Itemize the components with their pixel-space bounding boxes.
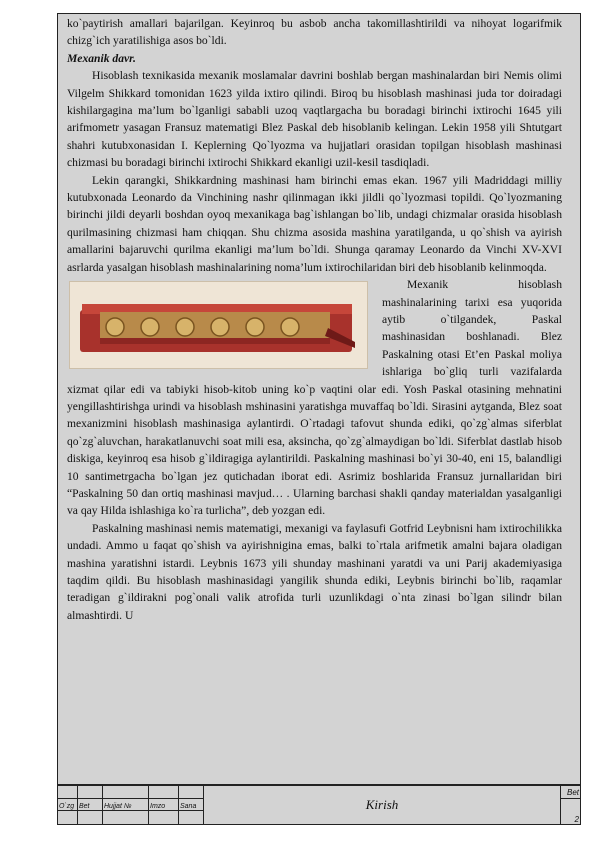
stamp-col-izm: O`zg bbox=[58, 799, 78, 811]
paragraph: Hisoblash texnikasida mexanik moslamalar davrini boshlab bergan mashinalardan biri Nemis olimi Vilgelm Shikkard tomonidan 1623 yilda ixtiro qilindi. Biroq bu hisoblash mashinasi juda tor doiradagi kishilargagina ma’lum bo`lganligi sababli uzoq vaqtlargacha bu boradagi birinchi ixtirochi 1645 yili arifmometr yasagan Fransuz matematigi Blez Paskal deb hisoblanib kelingan. Lekin 1958 yili Shtutgart shahri kutubxonasidan I. Keplerning Qo`lyozma va hujjatlari orasidan topilgan hisoblash mashinasi chizmasi bu boradagi birinchi ixtirochi Shikkard ekanligi uzil-kesil tasdiqladi. bbox=[67, 69, 562, 170]
pascal-machine-illustration bbox=[70, 282, 367, 368]
paragraph bbox=[67, 276, 562, 520]
page-label: Bet bbox=[561, 786, 581, 799]
paragraph: Lekin qarangki, Shikkardning mashinasi ham birinchi emas ekan. 1967 yili Madriddagi milliy kutubxonada Leonardo da Vinchining nashr qilinmagan ikki jildli qo`lyozmasi topildi. Qo`lyozmaning birinchi jildi deyarli boshdan oyoq mexanikaga bag`ishlangan bo`lib, undagi chizmalar orasida hisoblash qurilmasining chizmasi ham chiqqan. Shu chizma asosida mashina yaratilganda, u qo`shish va ayirish amallarini bajaruvchi qurilma ekanligi ma’lum bo`ldi. Shunga qaramay Leonardo da Vinchi XV-XVI asrlarda yasalgan hisoblash mashinalarining noma’lum ixtirochilaridan biri deb hisoblanib kelinmoqda. bbox=[67, 173, 562, 274]
section-heading: Mexanik davr. bbox=[67, 51, 136, 65]
stamp-col-hujjat: Hujjat № bbox=[103, 799, 149, 811]
paragraph: Paskalning mashinasi nemis matematigi, mexanigi va faylasufi Gotfrid Leybnisni ham ixtirochilikka undadi. Ammo u faqat qo`shish va ayirishnigina emas, balki to`rtala arifmetik amalni bajara oladigan mashina yaratishni istardi. Leybnis 1673 yili shunday mashinani yaratdi va uni Parij akademiyasiga taqdim qildi. Bu hisoblash mashinasidagi yangilik shunda ediki, Leybnis birinchi bo`lib, raqamlar teradigan g`ildirakni pog`onali valik atrofida turli uzunlikdagi o`nta zinasi bo`lgan silindr bilan almashtirdi. U bbox=[67, 521, 562, 622]
paragraph: ko`paytirish amallari bajarilgan. Keyinroq bu asbob ancha takomillashtirildi va nihoyat logarifmik chizg`ich yaratilishiga asos bo`ldi. bbox=[67, 17, 562, 48]
stamp-col-imzo: Imzo bbox=[149, 799, 179, 811]
stamp-col-bet: Bet bbox=[78, 799, 103, 811]
page-number: 2 bbox=[561, 799, 581, 825]
stamp-col-sana: Sana bbox=[179, 799, 204, 811]
title-block bbox=[57, 784, 581, 825]
pascal-machine-image bbox=[69, 281, 368, 369]
document-body bbox=[67, 15, 562, 624]
title-block-title: Kirish bbox=[204, 786, 561, 825]
paragraph-text: Mexanik hisoblash mashinalarining tarixi esa yuqorida aytib o`tilgandek, Paskal mashinasidan boshlanadi. Blez Paskalning otasi Et’en Paskal moliya ishlariga bo`gliq turli vazifalarda xizmat qilar edi va tabiyki hisob-kitob uning ko`p vaqtini olar edi. Yosh Paskal otasining mehnatini yengillashtirishga urindi va hisoblash mshinasini yaratishga muvaffaq bo`ldi. Sirasini aytganda, Blez soat mexanizmini hisoblash mashinasiga aylantirdi. O`rtadagi tafovut shunda ediki, qo`zg`almas siferblat qo`zg`aluvchan, harakatlanuvchi soat mili esa, aksincha, qo`zg`almaydigan bo`ldi. Siferblat dastlab hisob diskiga, keyinroq esa hisob g`ildiragiga aylantirildi. Paskalning mashinasi bo`yi 30-40, eni 15, balandligi 10 santimetrgacha bo`lgan jez qutichadan iborat edi. Asrimiz boshlarida Fransuz jurnallaridan biri “Paskalning 50 dan ortiq mashinasi mavjud… . Ularning barchasi shakli qanday materialdan yasalganligi va qay Hilda ishlashiga ko`ra turlicha”, deb yozgan edi. bbox=[67, 278, 562, 518]
